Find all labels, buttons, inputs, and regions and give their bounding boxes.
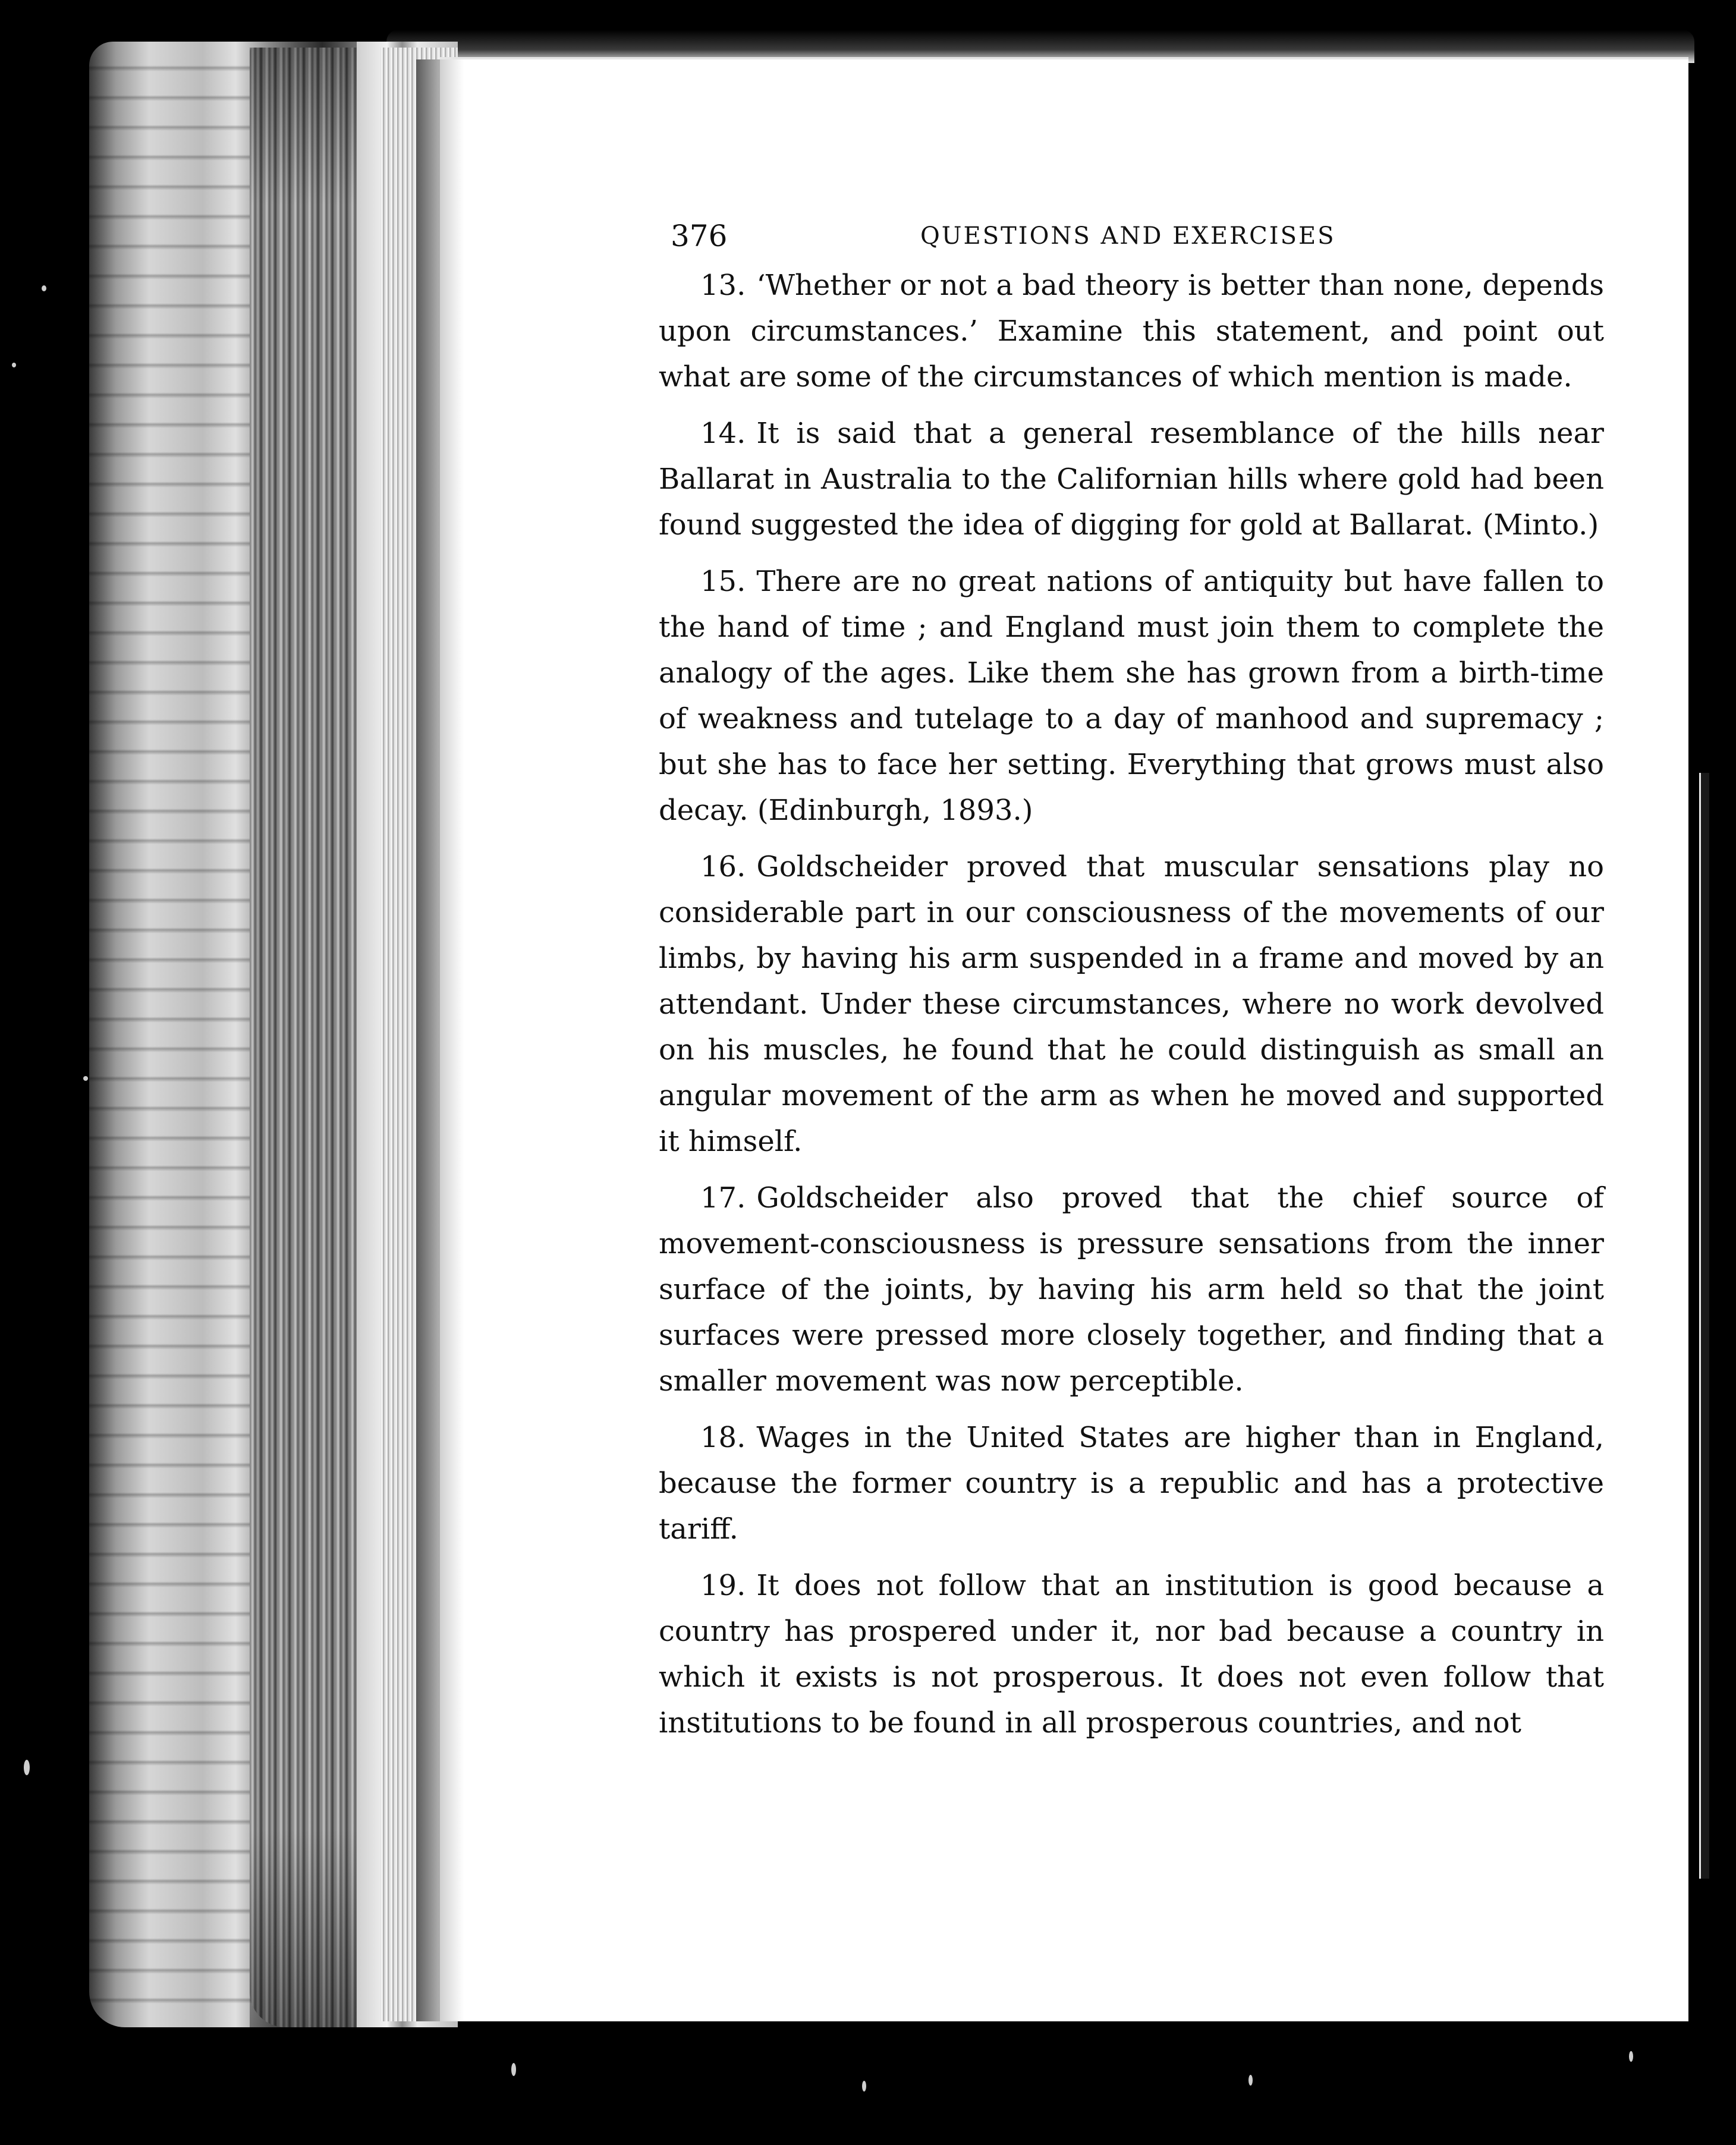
exercise-text: Wages in the United States are higher than in England, because the former country is a republic and has a protective tariff. [659,1421,1604,1546]
exercise-13 [659,263,1604,400]
exercise-number: 13. [700,269,746,302]
dust-speck [12,363,16,367]
dust-speck [24,1760,30,1775]
next-page-edge [1699,773,1709,1879]
exercise-18 [659,1415,1604,1552]
dust-speck [1629,2051,1633,2062]
exercise-16 [659,844,1604,1165]
exercise-15 [659,559,1604,834]
page-number: 376 [671,219,728,253]
exercise-text: Goldscheider proved that muscular sensations play no considerable part in our consciousness of the movements of our limbs, by having his arm suspended in a frame and moved by an attendant. Under these circumstances, where no work devolved on his muscles, he found that he could distinguish as small an angular movement of the arm as when he moved and supported it himself. [659,850,1604,1158]
dust-speck [83,1076,88,1081]
running-head [659,209,1604,263]
exercise-14 [659,411,1604,548]
exercise-number: 15. [700,565,746,598]
exercise-number: 17. [700,1181,746,1215]
page-text [659,209,1604,1757]
exercise-number: 14. [700,417,746,450]
exercise-17 [659,1175,1604,1404]
exercise-text: There are no great nations of antiquity but have fallen to the hand of time ; and England must join them to complete the analogy of the ages. Like them she has grown from a birth-time of weakness and tutelage to a day of manhood and supremacy ; but she has to face her setting. Everything that grows must also decay. (Edinburgh, 1893.) [659,565,1604,827]
dust-speck [511,2063,516,2076]
exercise-number: 16. [700,850,746,883]
exercise-text: It is said that a general resemblance of the hills near Ballarat in Australia to the Californian hills where gold had been found suggested the idea of digging for gold at Ballarat. (Minto.) [659,417,1604,542]
exercise-text: Goldscheider also proved that the chief source of movement-consciousness is pressure sensations from the inner surface of the joints, by having his arm held so that the joint surfaces were pressed more closely together, and finding that a smaller movement was now perceptible. [659,1181,1604,1398]
running-head-title: QUESTIONS AND EXERCISES [920,222,1336,250]
exercise-number: 19. [700,1569,746,1602]
exercise-19 [659,1563,1604,1746]
exercise-text: ‘Whether or not a bad theory is better than none, depends upon circumstances.’ Examine this statement, and point out what are some of the circumstances of which mention is made. [659,269,1604,394]
exercise-text: It does not follow that an institution is good because a country has prospered under it, nor bad because a country in which it exists is not prosperous. It does not even follow that institutions to be found in all prosperous countries, and not [659,1569,1604,1740]
dust-speck [1248,2075,1253,2086]
dust-speck [862,2081,866,2091]
exercise-number: 18. [700,1421,746,1454]
dust-speck [42,285,46,291]
